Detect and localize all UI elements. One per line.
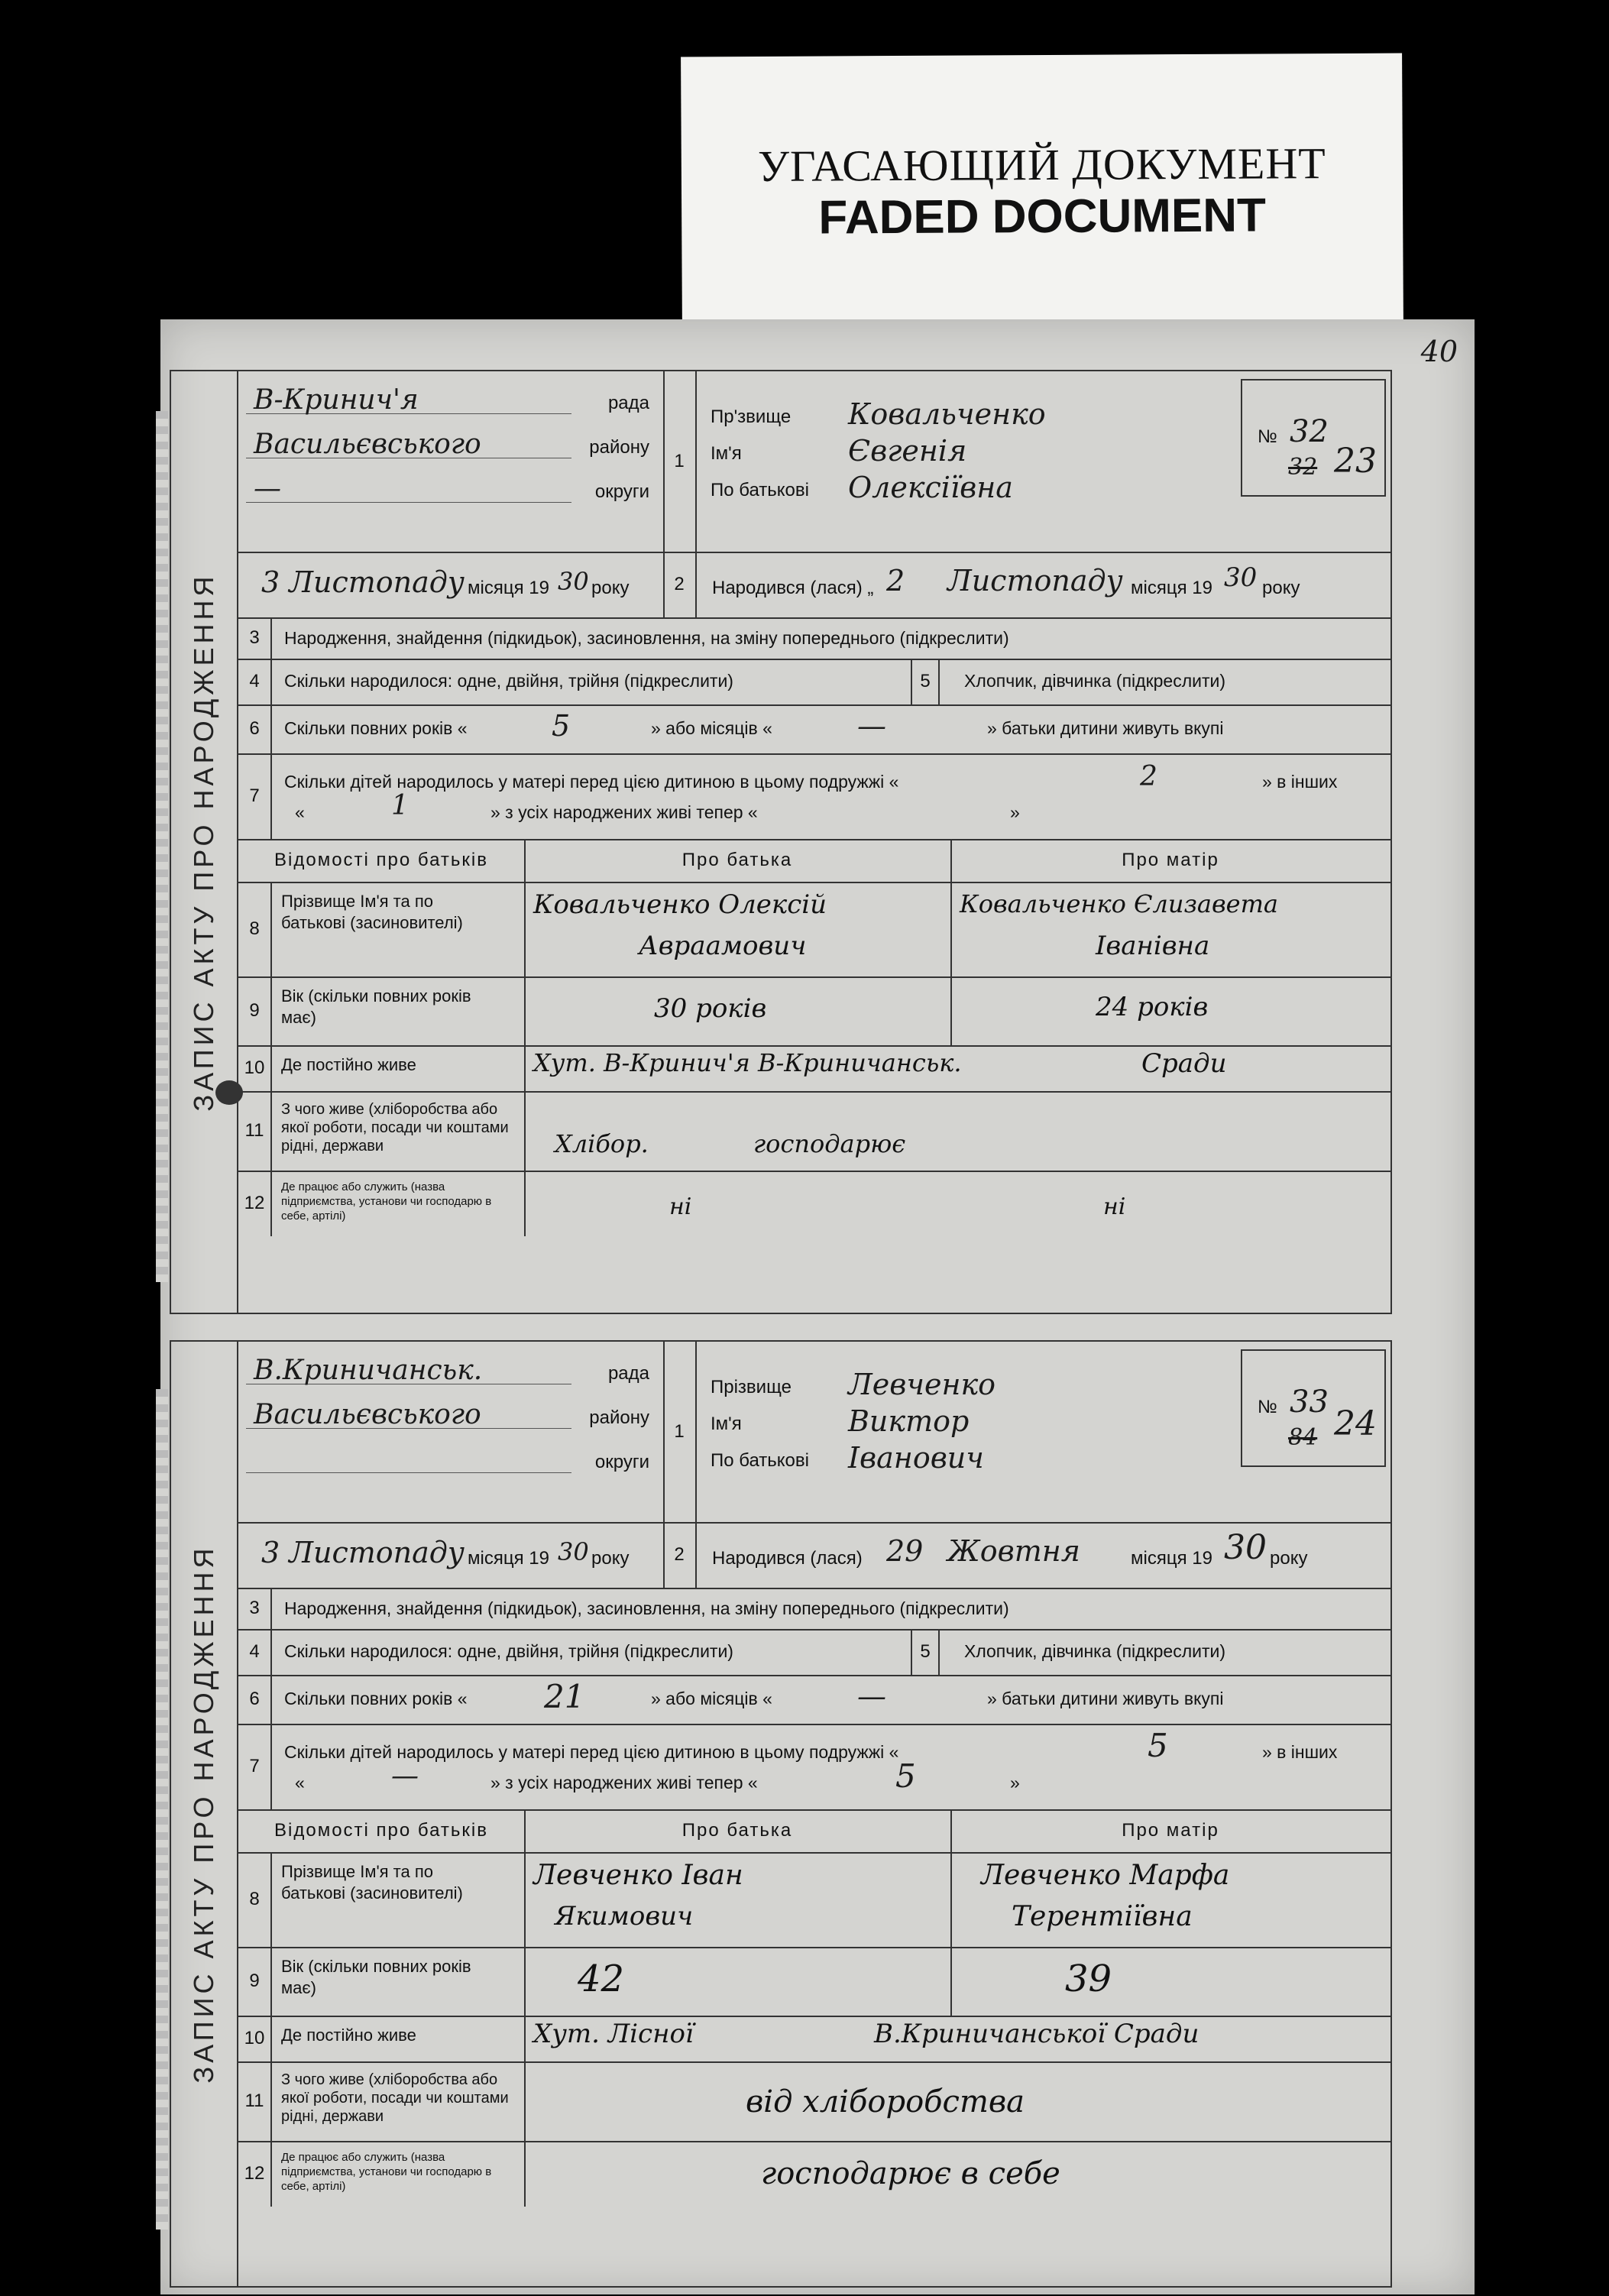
row-8 bbox=[238, 882, 1390, 978]
record-side-title: ЗАПИС АКТУ ПРО НАРОДЖЕННЯ bbox=[170, 1340, 238, 2288]
form-field-text: 10 bbox=[238, 2016, 272, 2061]
form-field-text: 30 bbox=[558, 1537, 589, 1566]
form-field-text: 3 bbox=[238, 617, 272, 659]
form-field-text: № bbox=[1258, 426, 1277, 447]
form-field-text: 42 bbox=[578, 1958, 625, 2000]
form-field-text: Про матір bbox=[1122, 850, 1219, 870]
form-field-text: Євгенія bbox=[848, 434, 967, 468]
form-field-text: Хлопчик, дівчинка (підкреслити) bbox=[964, 671, 1226, 691]
form-field-text: — bbox=[857, 1679, 886, 1713]
form-field-text: 5 bbox=[895, 1757, 916, 1795]
form-field-text: Де постійно живе bbox=[281, 1055, 416, 1074]
form-field-text: 21 bbox=[544, 1678, 585, 1715]
date-row bbox=[238, 1522, 1390, 1589]
row-7 bbox=[238, 1724, 1390, 1811]
form-field-text bbox=[524, 1045, 962, 1091]
form-field-text: Народився (лася) bbox=[712, 1548, 863, 1569]
rada-line: В.Криничанськ. рада bbox=[246, 1348, 656, 1391]
form-field-text: Народився (лася) „ bbox=[712, 578, 874, 598]
record-side-title: ЗАПИС АКТУ ПРО НАРОДЖЕННЯ bbox=[170, 370, 238, 1314]
binding-holes-top bbox=[156, 411, 168, 1282]
row-number-1: 1 bbox=[663, 371, 697, 552]
birth-record-2 bbox=[170, 1340, 1392, 2288]
form-field-text: Вік (скільки повних років має) bbox=[281, 1957, 471, 1997]
form-field-text: 6 bbox=[238, 1675, 272, 1724]
form-field-text: » батьки дитини живуть вкупі bbox=[987, 1689, 1224, 1708]
form-field-text: 29 bbox=[886, 1534, 924, 1568]
form-field-text: місяця 19 bbox=[468, 1548, 549, 1569]
form-field-text bbox=[524, 1171, 950, 1236]
name-line: Ім'я Євгенія bbox=[711, 434, 967, 468]
form-field-text: Хут. В-Кринич'я В-Криничанськ. bbox=[533, 1048, 962, 1077]
form-field-text bbox=[524, 976, 952, 1045]
form-field-text: Про матір bbox=[1122, 1820, 1219, 1841]
form-field-text: » в інших bbox=[1262, 772, 1338, 792]
form-field-text: Відомості про батьків bbox=[274, 850, 488, 870]
form-field-text: 4 bbox=[238, 1629, 272, 1675]
form-field-text: Ковальченко bbox=[848, 397, 1046, 431]
form-field-text: Іванович bbox=[848, 1441, 984, 1475]
row-10 bbox=[238, 1045, 1390, 1093]
form-field-text: 10 bbox=[238, 1045, 272, 1091]
form-field-text bbox=[950, 1947, 1390, 2016]
form-field-text: Скільки дітей народилось у матері перед цією дитиною в цьому подружжі « bbox=[284, 1742, 899, 1762]
form-field-text: 32 bbox=[1290, 414, 1329, 449]
form-field-text bbox=[238, 1809, 526, 1852]
form-field-text: Левченко Іван bbox=[533, 1860, 743, 1891]
name-line: Ім'я Виктор bbox=[711, 1404, 970, 1438]
form-field-text: В.Криничанської Сради bbox=[874, 2019, 1199, 2049]
form-field-text: Про батька bbox=[681, 850, 793, 870]
document-sheet bbox=[160, 319, 1475, 2294]
form-field-text bbox=[524, 882, 952, 976]
form-field-text: 6 bbox=[238, 704, 272, 753]
form-field-text: Народження, знайдення (підкидьок), засиновлення, на зміну попереднього (підкреслити) bbox=[284, 628, 1009, 648]
registration-number-box bbox=[1241, 379, 1386, 497]
form-field-text: Хлопчик, дівчинка (підкреслити) bbox=[964, 1641, 1226, 1661]
form-field-text: 12 bbox=[238, 1171, 272, 1236]
form-field-text bbox=[524, 1852, 952, 1947]
form-field-text: Листопаду bbox=[947, 564, 1123, 597]
form-field-text: 32 bbox=[1288, 454, 1318, 481]
form-field-text: 7 bbox=[238, 1724, 272, 1809]
form-field-text: » батьки дитини живуть вкупі bbox=[987, 718, 1224, 738]
okruh-line: — округи bbox=[246, 466, 656, 509]
rayon-line: Васильєвського району bbox=[246, 422, 656, 465]
row-4-5 bbox=[238, 659, 1390, 706]
form-field-text: » bbox=[1010, 1773, 1020, 1792]
form-field-text: 2 bbox=[663, 1522, 697, 1588]
form-field-text: Левченко Марфа bbox=[981, 1860, 1230, 1891]
form-field-text: року bbox=[591, 578, 630, 598]
form-field-text: 3 Листопаду bbox=[261, 565, 465, 599]
form-field-text: Скільки повних років « bbox=[284, 718, 468, 738]
form-field-text bbox=[524, 1947, 952, 2016]
form-field-text bbox=[524, 1809, 952, 1852]
form-field-text: Де працює або служить (назва підприємства, установи чи господарю в себе, артілі) bbox=[281, 2151, 492, 2193]
label-line-en: FADED DOCUMENT bbox=[818, 189, 1267, 244]
form-field-text: » або місяців « bbox=[651, 1689, 772, 1708]
row-3 bbox=[238, 617, 1390, 660]
form-field-text: 11 bbox=[238, 1091, 272, 1171]
row-4-5 bbox=[238, 1629, 1390, 1676]
row-12 bbox=[238, 2141, 1390, 2207]
form-field-text: 12 bbox=[238, 2141, 272, 2207]
row-8 bbox=[238, 1852, 1390, 1948]
form-field-text: 7 bbox=[238, 753, 272, 839]
parents-header bbox=[238, 839, 1390, 883]
form-field-text: ні bbox=[1103, 1193, 1126, 1220]
form-field-text: Скільки повних років « bbox=[284, 1689, 468, 1708]
form-field-text: 8 bbox=[238, 882, 272, 976]
binding-holes-bottom bbox=[156, 1389, 168, 2230]
form-field-text: З чого живе (хліборобства або якої роботи, посади чи коштами рідні, держави bbox=[281, 1101, 509, 1154]
rada-line: В-Кринич'я рада bbox=[246, 377, 656, 420]
form-field-text: ні bbox=[669, 1193, 692, 1220]
row-10 bbox=[238, 2016, 1390, 2063]
form-field-text: господарює в себе bbox=[761, 2156, 1060, 2191]
form-field-text: 33 bbox=[1290, 1384, 1329, 1420]
row-3 bbox=[238, 1588, 1390, 1631]
row-7 bbox=[238, 753, 1390, 840]
form-field-text: Народження, знайдення (підкидьок), засиновлення, на зміну попереднього (підкреслити) bbox=[284, 1598, 1009, 1618]
form-field-text: « bbox=[295, 1773, 305, 1792]
row-9 bbox=[238, 976, 1390, 1047]
form-field-text: « bbox=[295, 802, 305, 822]
form-field-text: місяця 19 bbox=[468, 578, 549, 598]
form-field-text: 2 bbox=[1140, 761, 1157, 792]
form-field-text bbox=[874, 2016, 1390, 2061]
form-field-text: 8 bbox=[238, 1852, 272, 1947]
form-field-text: Ковальченко Єлизавета bbox=[960, 889, 1278, 918]
row-9 bbox=[238, 1947, 1390, 2017]
form-field-text: » з усіх народжених живі тепер « bbox=[490, 1773, 758, 1792]
form-field-text: Іванівна bbox=[1096, 931, 1210, 961]
form-field-text: — bbox=[857, 709, 886, 743]
form-field-text: 30 bbox=[1224, 562, 1258, 593]
form-field-text bbox=[238, 839, 526, 882]
form-field-text: 30 років bbox=[654, 993, 767, 1024]
form-field-text: 3 Листопаду bbox=[261, 1536, 465, 1569]
form-field-text bbox=[950, 882, 1390, 976]
form-field-text: Терентіївна bbox=[1012, 1901, 1193, 1932]
form-field-text: 5 bbox=[911, 1629, 940, 1675]
form-field-text bbox=[950, 1171, 1390, 1236]
form-field-text bbox=[950, 1809, 1390, 1852]
form-field-text: 30 bbox=[558, 567, 589, 596]
form-field-text bbox=[950, 839, 1390, 882]
form-field-text: господарює bbox=[753, 1129, 906, 1158]
form-field-text: 1 bbox=[391, 790, 409, 821]
form-field-text: 30 bbox=[1224, 1528, 1267, 1567]
form-field-text bbox=[950, 976, 1390, 1045]
form-field-text bbox=[524, 1091, 950, 1171]
form-field-text: Авраамович bbox=[639, 931, 807, 961]
form-field-text: Відомості про батьків bbox=[274, 1820, 488, 1841]
row-12 bbox=[238, 1171, 1390, 1236]
form-field-text: » з усіх народжених живі тепер « bbox=[490, 802, 758, 822]
form-field-text: Скільки народилося: одне, двійня, трійня (підкреслити) bbox=[284, 1641, 733, 1661]
form-field-text: З чого живе (хліборобства або якої роботи, посади чи коштами рідні, держави bbox=[281, 2071, 509, 2125]
form-field-text: Скільки народилося: одне, двійня, трійня (підкреслити) bbox=[284, 671, 733, 691]
form-field-text: Де працює або служить (назва підприємства, установи чи господарю в себе, артілі) bbox=[281, 1180, 492, 1222]
form-field-text bbox=[270, 882, 526, 976]
registration-number-box bbox=[1241, 1349, 1386, 1467]
form-field-text bbox=[270, 976, 526, 1045]
form-field-text bbox=[270, 1947, 526, 2016]
form-field-text: Олексіївна bbox=[848, 471, 1013, 504]
form-field-text: Ковальченко Олексій bbox=[533, 889, 827, 920]
patronymic-line: По батькові Іванович bbox=[711, 1441, 984, 1475]
label-line-ru: УГАСАЮЩИЙ ДОКУМЕНТ bbox=[757, 138, 1326, 191]
form-field-text: — bbox=[391, 1760, 419, 1792]
row-number-1: 1 bbox=[663, 1342, 697, 1522]
form-field-text: року bbox=[1262, 578, 1300, 598]
row-11 bbox=[238, 2061, 1390, 2142]
form-field-text bbox=[270, 1045, 526, 1091]
row-11 bbox=[238, 1091, 1390, 1172]
form-field-text: Хут. Лісної bbox=[533, 2019, 694, 2049]
form-field-text: 84 bbox=[1288, 1424, 1318, 1451]
form-field-text bbox=[524, 2061, 1025, 2141]
form-field-text bbox=[950, 1045, 1390, 1091]
form-field-text: Левченко bbox=[848, 1368, 996, 1401]
form-field-text: Прізвище Ім'я та по батькові (засиновителі) bbox=[281, 1862, 463, 1903]
form-field-text: » в інших bbox=[1262, 1742, 1338, 1762]
form-field-text: від хліборобства bbox=[746, 2084, 1025, 2120]
surname-line: Прізвище Левченко bbox=[711, 1368, 996, 1401]
form-field-text bbox=[270, 1171, 526, 1236]
form-field-text: Виктор bbox=[848, 1404, 970, 1438]
form-field-text: 24 років bbox=[1096, 992, 1209, 1022]
form-field-text: місяця 19 bbox=[1131, 1548, 1212, 1569]
form-field-text: 5 bbox=[552, 709, 571, 743]
form-field-text bbox=[270, 2141, 526, 2207]
form-field-text bbox=[270, 2061, 526, 2141]
surname-line: Пр'звище Ковальченко bbox=[711, 397, 1046, 431]
form-field-text: Вік (скільки повних років має) bbox=[281, 986, 471, 1027]
form-field-text: Про батька bbox=[681, 1820, 793, 1841]
row-6 bbox=[238, 1675, 1390, 1725]
form-field-text: 5 bbox=[1148, 1727, 1168, 1764]
parents-header bbox=[238, 1809, 1390, 1854]
form-field-text: » або місяців « bbox=[651, 718, 772, 738]
form-field-text: року bbox=[591, 1548, 630, 1569]
form-field-text: 24 bbox=[1334, 1404, 1377, 1443]
form-field-text: » bbox=[1010, 802, 1020, 822]
form-field-text bbox=[270, 1091, 526, 1171]
form-field-text: Якимович bbox=[555, 1901, 694, 1932]
form-field-text: 2 bbox=[886, 564, 905, 597]
form-field-text: Сради bbox=[1141, 1048, 1227, 1079]
form-field-text: 9 bbox=[238, 1947, 272, 2016]
form-field-text: року bbox=[1270, 1548, 1308, 1569]
form-field-text: 11 bbox=[238, 2061, 272, 2141]
birth-record-1 bbox=[170, 370, 1392, 1314]
form-field-text: місяця 19 bbox=[1131, 578, 1212, 598]
form-field-text: 2 bbox=[663, 552, 697, 617]
form-field-text: 39 bbox=[1065, 1958, 1112, 2000]
form-field-text bbox=[270, 2016, 526, 2061]
patronymic-line: По батькові Олексіївна bbox=[711, 471, 1013, 504]
form-field-text: Хлібор. bbox=[555, 1129, 649, 1158]
form-field-text: 9 bbox=[238, 976, 272, 1045]
faded-document-label bbox=[681, 53, 1403, 329]
row-6 bbox=[238, 704, 1390, 755]
form-field-text bbox=[524, 839, 952, 882]
form-field-text: 4 bbox=[238, 659, 272, 704]
form-field-text: Скільки дітей народилось у матері перед цією дитиною в цьому подружжі « bbox=[284, 772, 899, 792]
form-field-text: Прізвище Ім'я та по батькові (засиновителі) bbox=[281, 892, 463, 932]
rayon-line: Васильєвського району bbox=[246, 1392, 656, 1435]
okruh-line: округи bbox=[246, 1436, 656, 1479]
form-field-text bbox=[524, 2141, 1060, 2207]
form-field-text bbox=[270, 1852, 526, 1947]
form-field-text: 5 bbox=[911, 659, 940, 704]
date-row bbox=[238, 552, 1390, 619]
form-field-text: Де постійно живе bbox=[281, 2026, 416, 2045]
page-number: 40 bbox=[1420, 335, 1458, 368]
form-field-text: 23 bbox=[1334, 442, 1377, 481]
form-field-text bbox=[950, 1852, 1390, 1947]
form-field-text: 3 bbox=[238, 1588, 272, 1629]
form-field-text: Жовтня bbox=[947, 1534, 1080, 1568]
form-field-text: № bbox=[1258, 1397, 1277, 1417]
